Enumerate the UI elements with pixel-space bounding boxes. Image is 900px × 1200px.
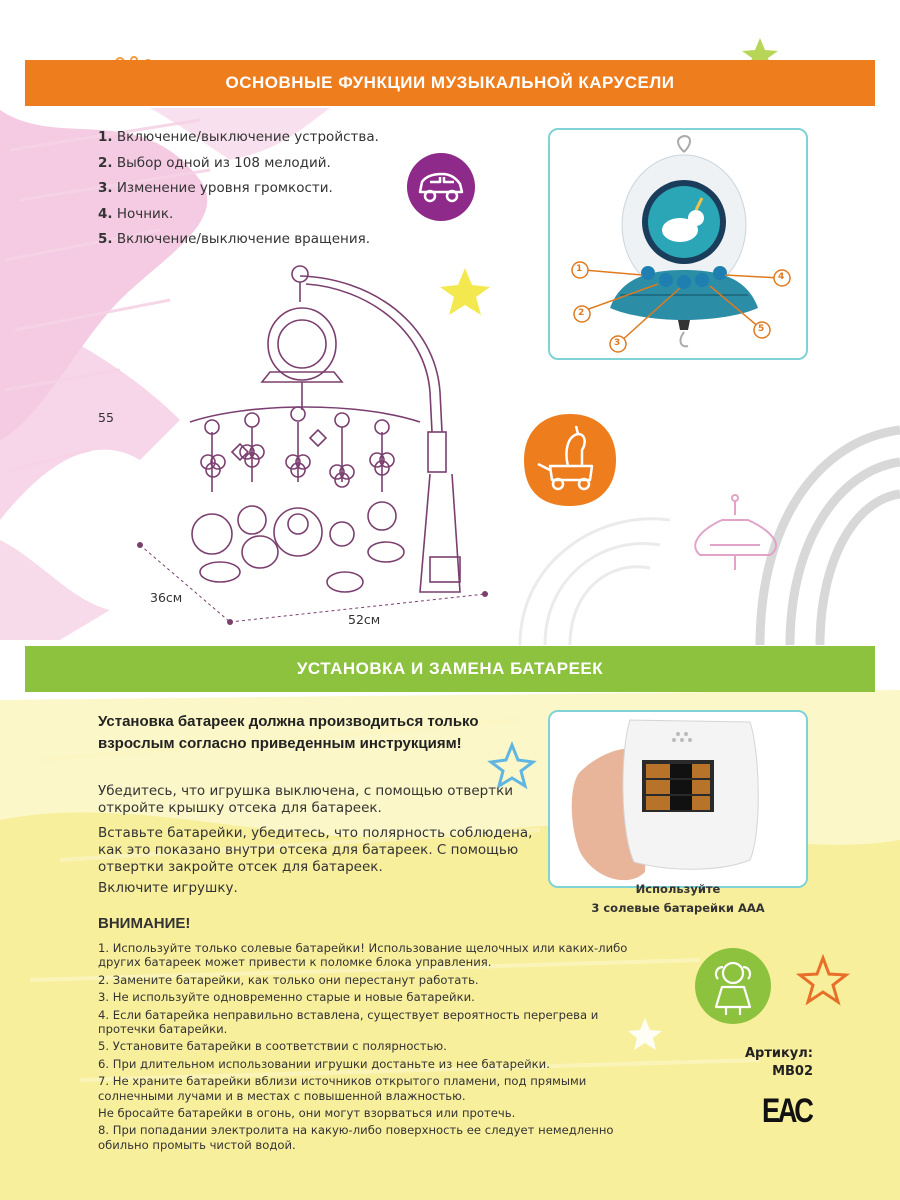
battery-intro: Установка батареек должна производиться только взрослым согласно приведенным инструкциям! (98, 713, 479, 752)
callout-1: 1 (576, 264, 583, 274)
car-icon (404, 150, 478, 224)
list-item: 3. Изменение уровня громкости. (98, 180, 333, 196)
list-item: 2. Выбор одной из 108 мелодий. (98, 154, 331, 171)
functions-list (98, 125, 418, 253)
list-item: 3. Не используйте одновременно старые и новые батарейки. (98, 990, 475, 1005)
callout-5: 5 (758, 324, 765, 334)
mobile-dimension-drawing (130, 262, 500, 642)
list-item: 6. При длительном использовании игрушки достаньте из нее батарейки. (98, 1056, 550, 1071)
list-item: 1. Используйте только солевые батарейки! Использование щелочных или каких-либо других батареек может привести к поломке блока управления. (98, 941, 628, 970)
controller-photo-frame (548, 128, 808, 360)
batteries-title: УСТАНОВКА И ЗАМЕНА БАТАРЕЕК (296, 659, 604, 678)
list-item: Не бросайте батарейки в огонь, они могут взорваться или протечь. (98, 1106, 516, 1121)
battery-caption: Используйте 3 солевые батарейки AAA (591, 882, 765, 915)
callout-2: 2 (578, 308, 585, 318)
list-item: 7. Не храните батарейки вблизи источников открытого пламени, под прямыми солнечными лучами и в местах с повышенной влажностью. (98, 1074, 587, 1103)
height-label: 55 (98, 410, 114, 425)
list-item: 4. Ночник. (98, 205, 174, 222)
article-number: Артикул: MB02 (744, 1046, 813, 1079)
functions-banner (25, 60, 875, 106)
list-item: 2. Замените батарейки, как только они перестанут работать. (98, 972, 479, 987)
width-label: 52см (348, 612, 381, 627)
callout-4: 4 (778, 272, 785, 282)
doll-icon (692, 945, 774, 1027)
list-item: 8. При попадании электролита на какую-либо поверхность ее следует немедленно обильно промыть чистой водой. (98, 1123, 614, 1152)
toy-wagon-icon (520, 410, 620, 510)
battery-step-3: Включите игрушку. (98, 880, 238, 896)
list-item: 5. Включение/выключение вращения. (98, 231, 371, 247)
list-item: 5. Установите батарейки в соответствии с полярностью. (98, 1039, 447, 1054)
functions-title: ОСНОВНЫЕ ФУНКЦИИ МУЗЫКАЛЬНОЙ КАРУСЕЛИ (225, 73, 675, 92)
battery-photo-frame (548, 710, 808, 888)
battery-compartment-image (550, 712, 806, 886)
list-item: 4. Если батарейка неправильно вставлена, существует вероятность перегрева и протечки батарейки. (98, 1007, 599, 1037)
controller-image (550, 130, 806, 358)
battery-step-1: Убедитесь, что игрушка выключена, с помощью отвертки откройте крышку отсека для батареек. (98, 783, 514, 816)
warning-list (98, 941, 658, 1155)
warning-title: ВНИМАНИЕ! (98, 915, 191, 932)
eac-certification-mark: ЕАС (762, 1092, 812, 1130)
battery-step-2: Вставьте батарейки, убедитесь, что полярность соблюдена, как это показано внутри отсека для батареек. С помощью отвертки закройте отсек для батареек. (98, 825, 533, 875)
list-item: 1. Включение/выключение устройства. (98, 129, 379, 145)
callout-3: 3 (614, 338, 621, 348)
depth-label: 36см (150, 590, 183, 605)
batteries-banner (25, 646, 875, 692)
